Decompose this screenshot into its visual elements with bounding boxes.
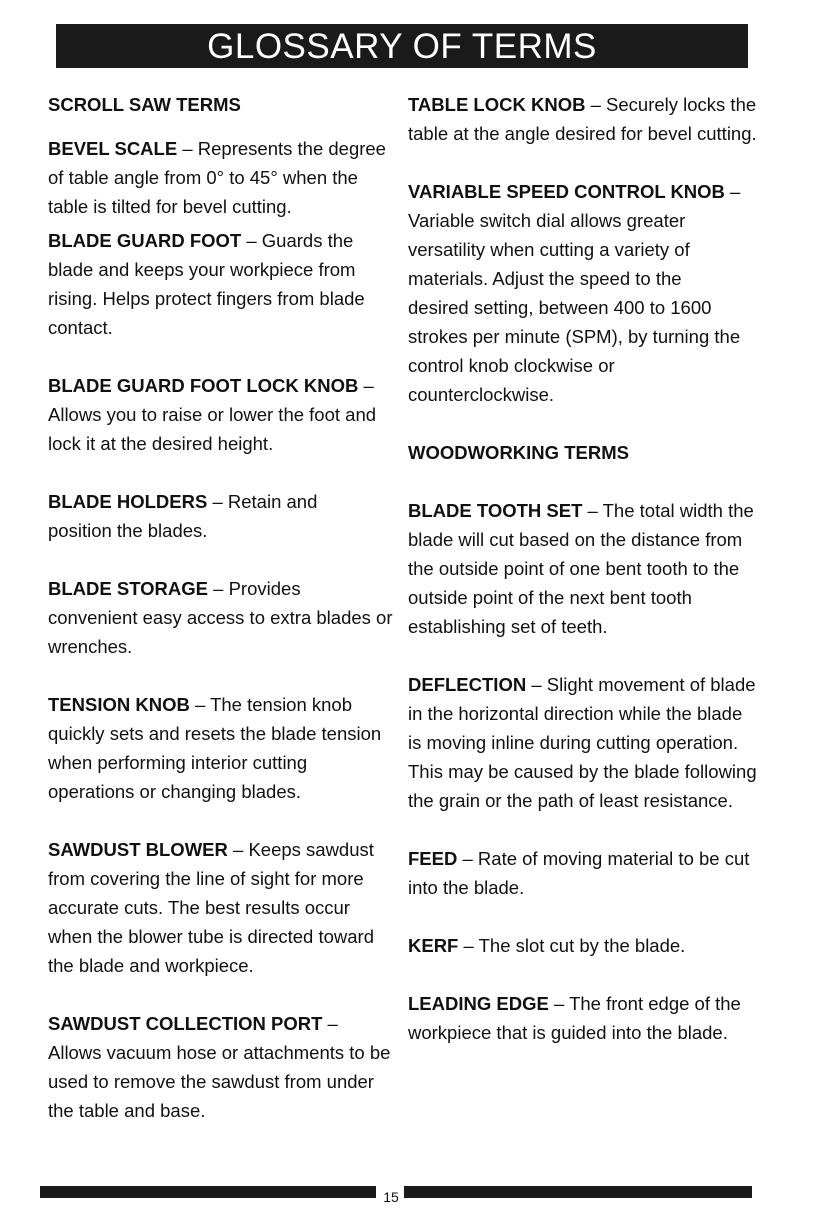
term-definition: The total width the blade will cut based on the distance from the outside point of one bent tooth to the outside point of the next bent tooth establishing set of teeth. (408, 500, 754, 637)
term-separator: – (177, 138, 198, 159)
section-title-scroll-saw: SCROLL SAW TERMS (48, 94, 241, 115)
entry-bevel-scale (48, 134, 393, 221)
term-definition: Rate of moving material to be cut into the blade. (408, 848, 750, 898)
term-separator: – (207, 491, 228, 512)
term-separator: – (358, 375, 374, 396)
term-label: TENSION KNOB (48, 694, 190, 715)
term-separator: – (208, 578, 229, 599)
entry-blade-guard-foot (48, 226, 378, 342)
entry-variable-speed-control-knob (408, 177, 743, 409)
entry-sawdust-collection-port (48, 1009, 393, 1125)
term-definition: Variable switch dial allows greater versatility when cutting a variety of materials. Adjust the speed to the desired setting, between 400 to 1600 strokes per minute (SPM), by turning the control knob clockwise or counterclockwise. (408, 210, 741, 405)
term-separator: – (241, 230, 262, 251)
term-definition: Securely locks the table at the angle desired for bevel cutting. (408, 94, 757, 144)
term-label: FEED (408, 848, 458, 869)
footer-rule-left (40, 1186, 376, 1198)
section-title-woodworking: WOODWORKING TERMS (408, 442, 629, 463)
term-label: BEVEL SCALE (48, 138, 178, 159)
entry-table-lock-knob (408, 90, 758, 148)
term-label: BLADE STORAGE (48, 578, 209, 599)
entry-tension-knob (48, 690, 393, 806)
term-separator: – (322, 1013, 338, 1034)
term-definition: Allows you to raise or lower the foot and lock it at the desired height. (48, 404, 377, 454)
entry-blade-guard-foot-lock-knob (48, 371, 378, 458)
entry-blade-storage (48, 574, 393, 661)
right-column (408, 90, 758, 1047)
term-definition: Provides convenient easy access to extra blades or wrenches. (48, 578, 393, 657)
term-definition: The front edge of the workpiece that is guided into the blade. (408, 993, 741, 1043)
term-separator: – (585, 94, 607, 115)
entry-deflection (408, 670, 758, 815)
term-label: BLADE GUARD FOOT LOCK KNOB (48, 375, 359, 396)
term-definition: Slight movement of blade in the horizontal direction while the blade is moving inline during cutting operation. This may be caused by the blade following the grain or the path of least resistance. (408, 674, 757, 811)
term-separator: – (526, 674, 547, 695)
term-separator: – (189, 694, 211, 715)
term-label: TABLE LOCK KNOB (408, 94, 586, 115)
entry-leading-edge (408, 989, 758, 1047)
footer-rule-right (404, 1186, 752, 1198)
term-label: BLADE GUARD FOOT (48, 230, 242, 251)
term-label: VARIABLE SPEED CONTROL KNOB (408, 181, 725, 202)
term-label: SAWDUST BLOWER (48, 839, 228, 860)
term-definition: Retain and position the blades. (48, 491, 318, 541)
term-definition: Guards the blade and keeps your workpiece from rising. Helps protect fingers from blade contact. (48, 230, 365, 338)
term-separator: – (582, 500, 603, 521)
term-label: BLADE HOLDERS (48, 491, 208, 512)
entry-blade-tooth-set (408, 496, 758, 641)
page-title: GLOSSARY OF TERMS (56, 24, 748, 68)
term-label: SAWDUST COLLECTION PORT (48, 1013, 323, 1034)
term-label: BLADE TOOTH SET (408, 500, 583, 521)
entry-sawdust-blower (48, 835, 393, 980)
term-label: DEFLECTION (408, 674, 527, 695)
term-label: KERF (408, 935, 459, 956)
term-label: LEADING EDGE (408, 993, 549, 1014)
term-definition: Represents the degree of table angle from 0° to 45° when the table is tilted for bevel cutting. (48, 138, 386, 217)
term-definition: Keeps sawdust from covering the line of sight for more accurate cuts. The best results occur when the blower tube is directed toward the blade and workpiece. (48, 839, 374, 976)
term-separator: – (458, 935, 479, 956)
page-number: 15 (383, 1189, 399, 1205)
term-separator: – (724, 181, 741, 202)
left-column (48, 90, 393, 1125)
entry-feed (408, 844, 758, 902)
term-separator: – (227, 839, 249, 860)
term-definition: The slot cut by the blade. (478, 935, 686, 956)
entry-kerf (408, 931, 758, 960)
term-separator: – (457, 848, 478, 869)
term-definition: Allows vacuum hose or attachments to be used to remove the sawdust from under the table and base. (48, 1042, 391, 1121)
entry-blade-holders (48, 487, 348, 545)
term-separator: – (548, 993, 570, 1014)
term-definition: The tension knob quickly sets and resets the blade tension when performing interior cutting operations or changing blades. (48, 694, 382, 802)
